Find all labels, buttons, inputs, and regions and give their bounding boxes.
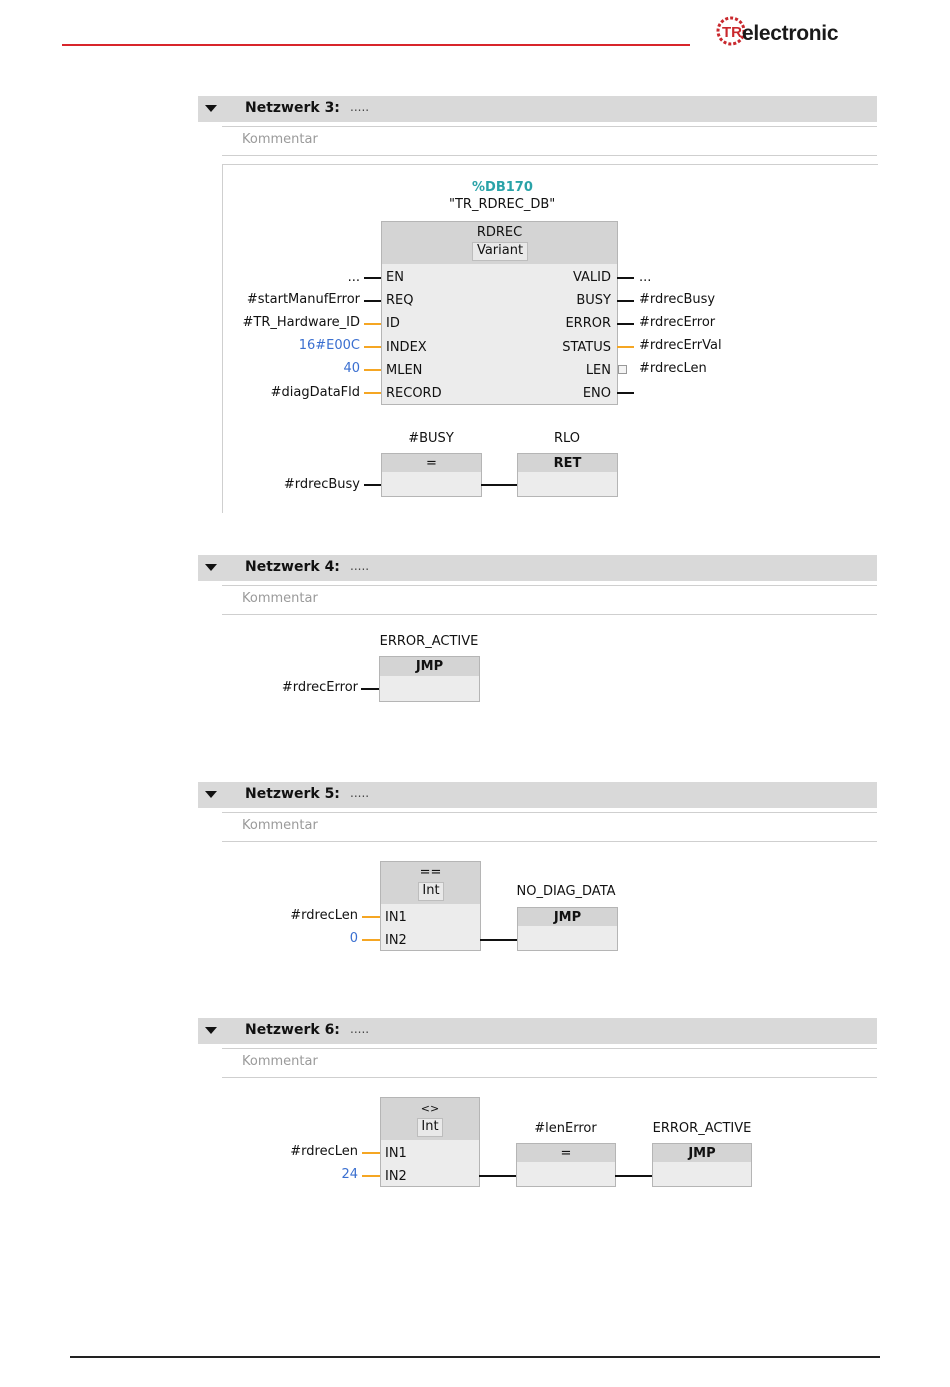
- collapse-triangle-icon[interactable]: [205, 1027, 217, 1034]
- wire-index: [364, 346, 381, 348]
- comment-text: Kommentar: [242, 591, 318, 606]
- operand-valid[interactable]: ...: [639, 270, 652, 285]
- operand-in1[interactable]: #rdrecLen: [290, 1144, 358, 1159]
- wire-in2: [362, 1175, 380, 1177]
- network-3-header[interactable]: [198, 96, 877, 122]
- ret-box[interactable]: [517, 453, 618, 497]
- assign-op: =: [560, 1146, 572, 1161]
- compare-type-button[interactable]: Int: [417, 1118, 443, 1137]
- wire-in1: [362, 916, 380, 918]
- collapse-triangle-icon[interactable]: [205, 105, 217, 112]
- wire-cmp-assign: [479, 1175, 516, 1177]
- operand-req[interactable]: #startManufError: [246, 292, 360, 307]
- network-title: Netzwerk 6:: [245, 1022, 340, 1038]
- pin-req: REQ: [386, 293, 414, 308]
- network-6-comment[interactable]: [222, 1048, 877, 1078]
- operand-mlen[interactable]: 40: [343, 361, 360, 376]
- wire-mlen: [364, 369, 381, 371]
- network-title: Netzwerk 3:: [245, 100, 340, 116]
- pin-id: ID: [386, 316, 400, 331]
- wire-in1: [362, 1152, 380, 1154]
- compare-op: ==: [419, 865, 442, 880]
- comment-text: Kommentar: [242, 1054, 318, 1069]
- assign-target[interactable]: #BUSY: [408, 431, 454, 446]
- wire-busy: [617, 300, 634, 302]
- db-label: "TR_RDREC_DB": [449, 197, 556, 212]
- collapse-triangle-icon[interactable]: [205, 564, 217, 571]
- operand-busy[interactable]: #rdrecBusy: [639, 292, 716, 307]
- compare-eq-block[interactable]: [380, 861, 481, 951]
- wire-jmp-in: [361, 688, 379, 690]
- jmp-box[interactable]: [652, 1143, 752, 1187]
- wire-status: [617, 346, 634, 348]
- comment-text: Kommentar: [242, 132, 318, 147]
- wire-cmp-jmp: [480, 939, 517, 941]
- pin-busy: BUSY: [576, 293, 611, 308]
- pin-en: EN: [386, 270, 404, 285]
- pin-valid: VALID: [572, 270, 611, 285]
- network-6-header[interactable]: [198, 1018, 877, 1044]
- network-4-comment[interactable]: [222, 585, 877, 615]
- assign-input[interactable]: #rdrecBusy: [283, 477, 360, 492]
- jmp-label[interactable]: ERROR_ACTIVE: [652, 1121, 752, 1136]
- network-dots: .....: [350, 1022, 370, 1036]
- jmp-input[interactable]: #rdrecError: [281, 680, 358, 695]
- block-name: RDREC: [476, 225, 523, 240]
- wire-en: [364, 277, 381, 279]
- db-number: %DB170: [472, 180, 533, 195]
- assign-box[interactable]: [516, 1143, 616, 1187]
- wire-assign-ret: [481, 484, 517, 486]
- network-title: Netzwerk 5:: [245, 786, 340, 802]
- header-rule: [62, 44, 690, 46]
- network-3-comment[interactable]: [222, 126, 877, 156]
- operand-id[interactable]: #TR_Hardware_ID: [242, 315, 360, 330]
- svg-text:TR: TR: [722, 24, 742, 41]
- pin-in2: IN2: [385, 933, 407, 948]
- operand-in2[interactable]: 24: [341, 1167, 358, 1182]
- ret-op: RET: [553, 456, 582, 471]
- operand-record[interactable]: #diagDataFld: [270, 385, 360, 400]
- comment-text: Kommentar: [242, 818, 318, 833]
- operand-en[interactable]: ...: [347, 270, 360, 285]
- network-5-header[interactable]: [198, 782, 877, 808]
- jmp-op: JMP: [688, 1146, 716, 1161]
- jmp-op: JMP: [553, 910, 582, 925]
- wire-eno: [617, 392, 634, 394]
- collapse-triangle-icon[interactable]: [205, 791, 217, 798]
- assign-target[interactable]: #lenError: [534, 1121, 597, 1136]
- pin-error: ERROR: [565, 316, 611, 331]
- assign-op: =: [426, 456, 437, 471]
- jmp-label[interactable]: ERROR_ACTIVE: [379, 634, 479, 649]
- pin-record: RECORD: [386, 386, 442, 401]
- network-dots: .....: [350, 786, 370, 800]
- assign-box[interactable]: [381, 453, 482, 497]
- wire-req: [364, 300, 381, 302]
- compare-ne-block[interactable]: [380, 1097, 480, 1187]
- operand-in2[interactable]: 0: [349, 931, 358, 946]
- pin-in1: IN1: [385, 910, 407, 925]
- wire-in2: [362, 939, 380, 941]
- compare-op: <>: [420, 1102, 440, 1115]
- wire-assign-jmp: [615, 1175, 652, 1177]
- pin-eno: ENO: [582, 386, 611, 401]
- operand-in1[interactable]: #rdrecLen: [290, 908, 358, 923]
- tr-electronic-logo: [716, 12, 876, 52]
- jmp-box[interactable]: [517, 907, 618, 951]
- jmp-op: JMP: [415, 659, 444, 674]
- pin-status: STATUS: [562, 340, 611, 355]
- ret-label: RLO: [553, 431, 581, 446]
- pin-in1: IN1: [385, 1146, 407, 1161]
- network-dots: .....: [350, 559, 370, 573]
- jmp-box[interactable]: [379, 656, 480, 702]
- operand-error[interactable]: #rdrecError: [639, 315, 716, 330]
- wire-record: [364, 392, 381, 394]
- logo-text: electronic: [742, 22, 839, 45]
- operand-len[interactable]: #rdrecLen: [639, 361, 707, 376]
- pin-in2: IN2: [385, 1169, 407, 1184]
- operand-status[interactable]: #rdrecErrVal: [639, 338, 722, 353]
- wire-assign-in: [364, 484, 381, 486]
- block-type-button[interactable]: Variant: [472, 242, 528, 261]
- operand-index[interactable]: 16#E00C: [298, 338, 360, 353]
- wire-id: [364, 323, 381, 325]
- compare-type-button[interactable]: Int: [418, 882, 444, 901]
- pin-len: LEN: [585, 363, 611, 378]
- pin-index: INDEX: [386, 340, 427, 355]
- pin-mlen: MLEN: [386, 363, 423, 378]
- wire-valid: [617, 277, 634, 279]
- wire-error: [617, 323, 634, 325]
- network-5-comment[interactable]: [222, 812, 877, 842]
- network-title: Netzwerk 4:: [245, 559, 340, 575]
- network-dots: .....: [350, 100, 370, 114]
- jmp-label[interactable]: NO_DIAG_DATA: [516, 884, 616, 899]
- network-4-header[interactable]: [198, 555, 877, 581]
- footer-rule: [70, 1356, 880, 1358]
- len-connector-icon: [618, 365, 627, 374]
